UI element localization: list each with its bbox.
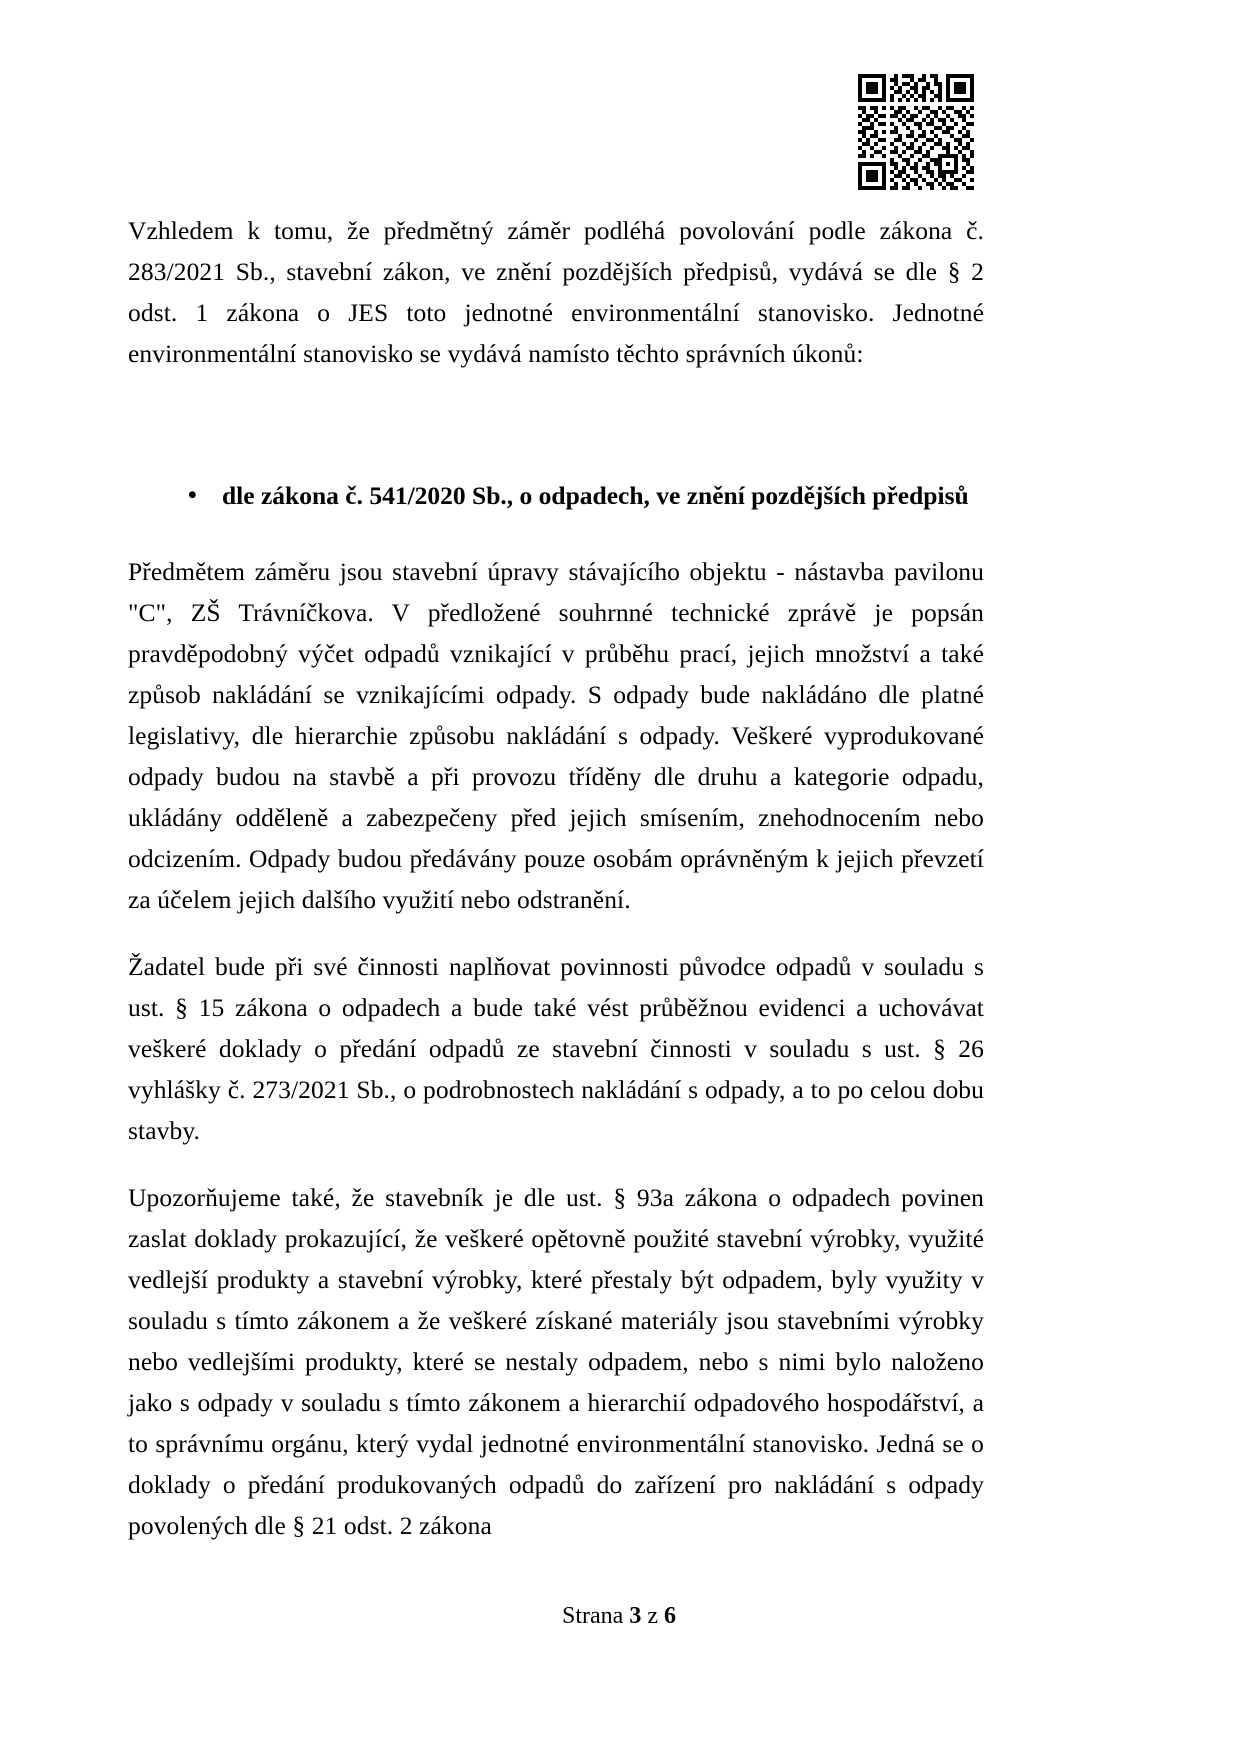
footer-label-z: z	[647, 1603, 658, 1629]
paragraph-subject-description: Předmětem záměru jsou stavební úpravy stávajícího objektu - nástavba pavilonu "C", ZŠ Trávníčkova. V předložené souhrnné technické zprávě je popsán pravděpodobný výčet odpadů vznikající v průběhu prací, jejich množství a také způsob nakládání se vznikajícími odpady. S odpady bude nakládáno dle platné legislativy, dle hierarchie způsobu nakládání s odpady. Veškeré vyprodukované odpady budou na stavbě a při provozu tříděny dle druhu a kategorie odpadu, ukládány odděleně a zabezpečeny před jejich smísením, znehodnocením nebo odcizením. Odpady budou předávány pouze osobám oprávněným k jejich převzetí za účelem jejich dalšího využití nebo odstranění.	[128, 557, 984, 914]
footer-label-strana: Strana	[562, 1603, 624, 1629]
footer-total-pages: 6	[663, 1603, 676, 1629]
intro-paragraph: Vzhledem k tomu, že předmětný záměr podléhá povolování podle zákona č. 283/2021 Sb., stavební zákon, ve znění pozdějších předpisů, vydává se dle § 2 odst. 1 zákona o JES toto jednotné environmentální stanovisko. Jednotné environmentální stanovisko se vydává namísto těchto správních úkonů:	[128, 216, 984, 368]
page-footer	[0, 1600, 1238, 1632]
clause-spacer	[128, 517, 984, 551]
clause-list-item: • dle zákona č. 541/2020 Sb., o odpadech, ve znění pozdějších předpisů	[188, 474, 984, 517]
document-body	[128, 210, 984, 1546]
footer-current-page: 3	[629, 1603, 642, 1629]
section-spacer	[128, 400, 984, 474]
paragraph-applicant-duties: Žadatel bude při své činnosti naplňovat povinnosti původce odpadů v souladu s ust. § 15 zákona o odpadech a bude také vést průběžnou evidenci a uchovávat veškeré doklady o předání odpadů ze stavební činnosti v souladu s ust. § 26 vyhlášky č. 273/2021 Sb., o podrobnostech nakládání s odpady, a to po celou dobu stavby.	[128, 952, 984, 1145]
clause-list	[128, 474, 984, 517]
qr-code	[858, 74, 974, 190]
paragraph-notice: Upozorňujeme také, že stavebník je dle ust. § 93a zákona o odpadech povinen zaslat doklady prokazující, že veškeré opětovně použité stavební výrobky, využité vedlejší produkty a stavební výrobky, které přestaly být odpadem, byly využity v souladu s tímto zákonem a že veškeré získané materiály jsou stavebními výrobky nebo vedlejšími produkty, které se nestaly odpadem, nebo s nimi bylo naloženo jako s odpady v souladu s tímto zákonem a hierarchií odpadového hospodářství, a to správnímu orgánu, který vydal jednotné environmentální stanovisko. Jedná se o doklady o předání produkovaných odpadů do zařízení pro nakládání s odpady povolených dle § 21 odst. 2 zákona	[128, 1183, 984, 1540]
